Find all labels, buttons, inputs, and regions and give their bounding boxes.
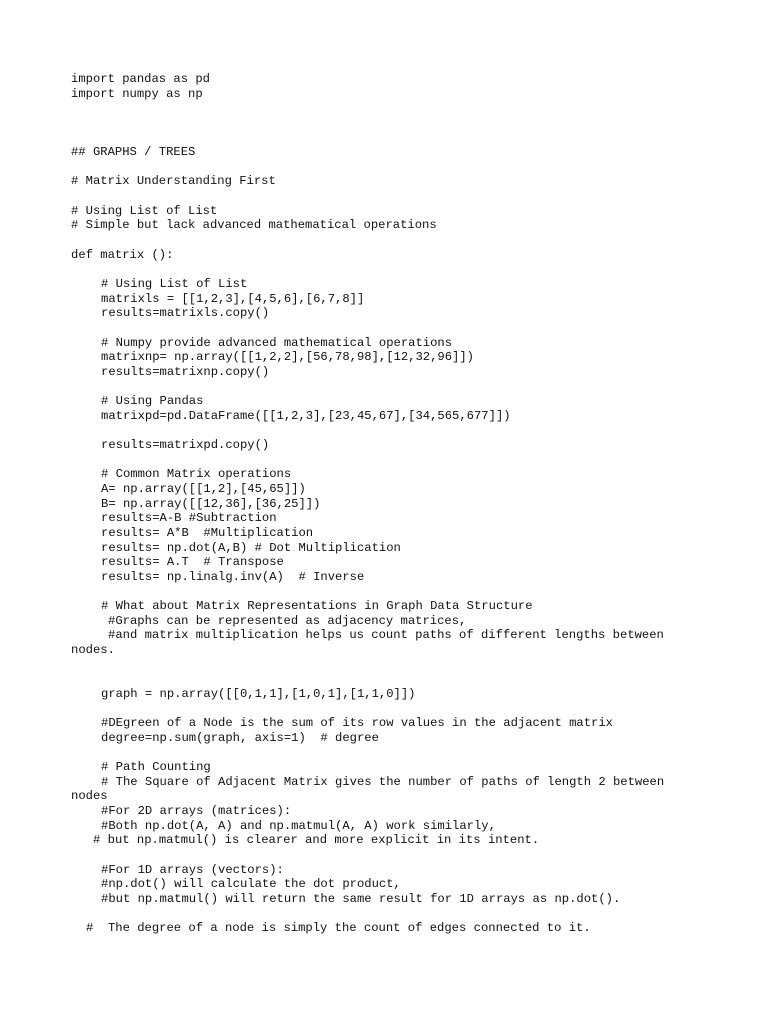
code-line — [71, 672, 761, 687]
code-line: # Using List of List — [101, 276, 248, 291]
code-line — [71, 702, 761, 717]
code-line: # but np.matmul() is clearer and more explicit in its intent. — [93, 833, 540, 848]
code-line — [71, 189, 761, 204]
code-line: degree=np.sum(graph, axis=1) # degree — [101, 730, 379, 745]
code-line: results=matrixnp.copy() — [101, 364, 270, 379]
code-line — [71, 745, 761, 760]
code-line: nodes — [71, 789, 108, 804]
code-line: results= A.T # Transpose — [101, 555, 284, 570]
code-line: graph = np.array([[0,1,1],[1,0,1],[1,1,0]]) — [101, 686, 416, 701]
code-line — [71, 584, 761, 599]
code-line: ## GRAPHS / TREES — [71, 145, 196, 160]
code-line: # What about Matrix Representations in Graph Data Structure — [101, 599, 533, 614]
code-line: A= np.array([[1,2],[45,65]]) — [101, 481, 306, 496]
code-line: results= np.linalg.inv(A) # Inverse — [101, 569, 365, 584]
code-line: # Common Matrix operations — [101, 467, 292, 482]
code-line — [71, 131, 761, 146]
code-line: # Using List of List — [71, 203, 218, 218]
code-line: #and matrix multiplication helps us count paths of different lengths between — [108, 628, 664, 643]
code-line — [71, 116, 761, 131]
code-line: # Using Pandas — [101, 394, 204, 409]
code-listing — [71, 72, 761, 936]
code-line: # Numpy provide advanced mathematical operations — [101, 335, 453, 350]
code-line: #For 1D arrays (vectors): — [101, 862, 284, 877]
code-line — [71, 423, 761, 438]
code-line: matrixnp= np.array([[1,2,2],[56,78,98],[12,32,96]]) — [101, 350, 474, 365]
code-line: results= np.dot(A,B) # Dot Multiplication — [101, 540, 401, 555]
code-line: matrixls = [[1,2,3],[4,5,6],[6,7,8]] — [101, 291, 365, 306]
code-line: def matrix (): — [71, 247, 174, 262]
code-line: import pandas as pd — [71, 72, 210, 86]
code-line: #but np.matmul() will return the same result for 1D arrays as np.dot(). — [101, 891, 621, 906]
code-line — [71, 379, 761, 394]
code-line: #Graphs can be represented as adjacency matrices, — [108, 613, 467, 628]
code-line: #Both np.dot(A, A) and np.matmul(A, A) work similarly, — [101, 818, 496, 833]
code-line: #np.dot() will calculate the dot product, — [101, 877, 401, 892]
code-line — [71, 262, 761, 277]
code-line: #DEgreen of a Node is the sum of its row values in the adjacent matrix — [101, 716, 613, 731]
code-line: # Matrix Understanding First — [71, 174, 276, 189]
code-line — [71, 160, 761, 175]
code-line: results= A*B #Multiplication — [101, 525, 314, 540]
code-line: # Path Counting — [101, 760, 211, 775]
code-line: #For 2D arrays (matrices): — [101, 804, 292, 819]
code-line: # Simple but lack advanced mathematical operations — [71, 218, 437, 233]
code-line: # The degree of a node is simply the count of edges connected to it. — [86, 921, 591, 936]
code-line — [71, 907, 761, 922]
code-line — [71, 321, 761, 336]
code-line: nodes. — [71, 642, 115, 657]
code-line: results=A-B #Subtraction — [101, 511, 277, 526]
code-line: import numpy as np — [71, 86, 203, 101]
code-line — [71, 848, 761, 863]
code-line: results=matrixls.copy() — [101, 306, 270, 321]
code-line: results=matrixpd.copy() — [101, 438, 270, 453]
code-line: # The Square of Adjacent Matrix gives the number of paths of length 2 between — [101, 774, 665, 789]
code-line: matrixpd=pd.DataFrame([[1,2,3],[23,45,67],[34,565,677]]) — [101, 408, 511, 423]
code-line — [71, 453, 761, 468]
code-line — [71, 233, 761, 248]
code-line: B= np.array([[12,36],[36,25]]) — [101, 496, 321, 511]
code-line — [71, 101, 761, 116]
code-line — [71, 658, 761, 673]
